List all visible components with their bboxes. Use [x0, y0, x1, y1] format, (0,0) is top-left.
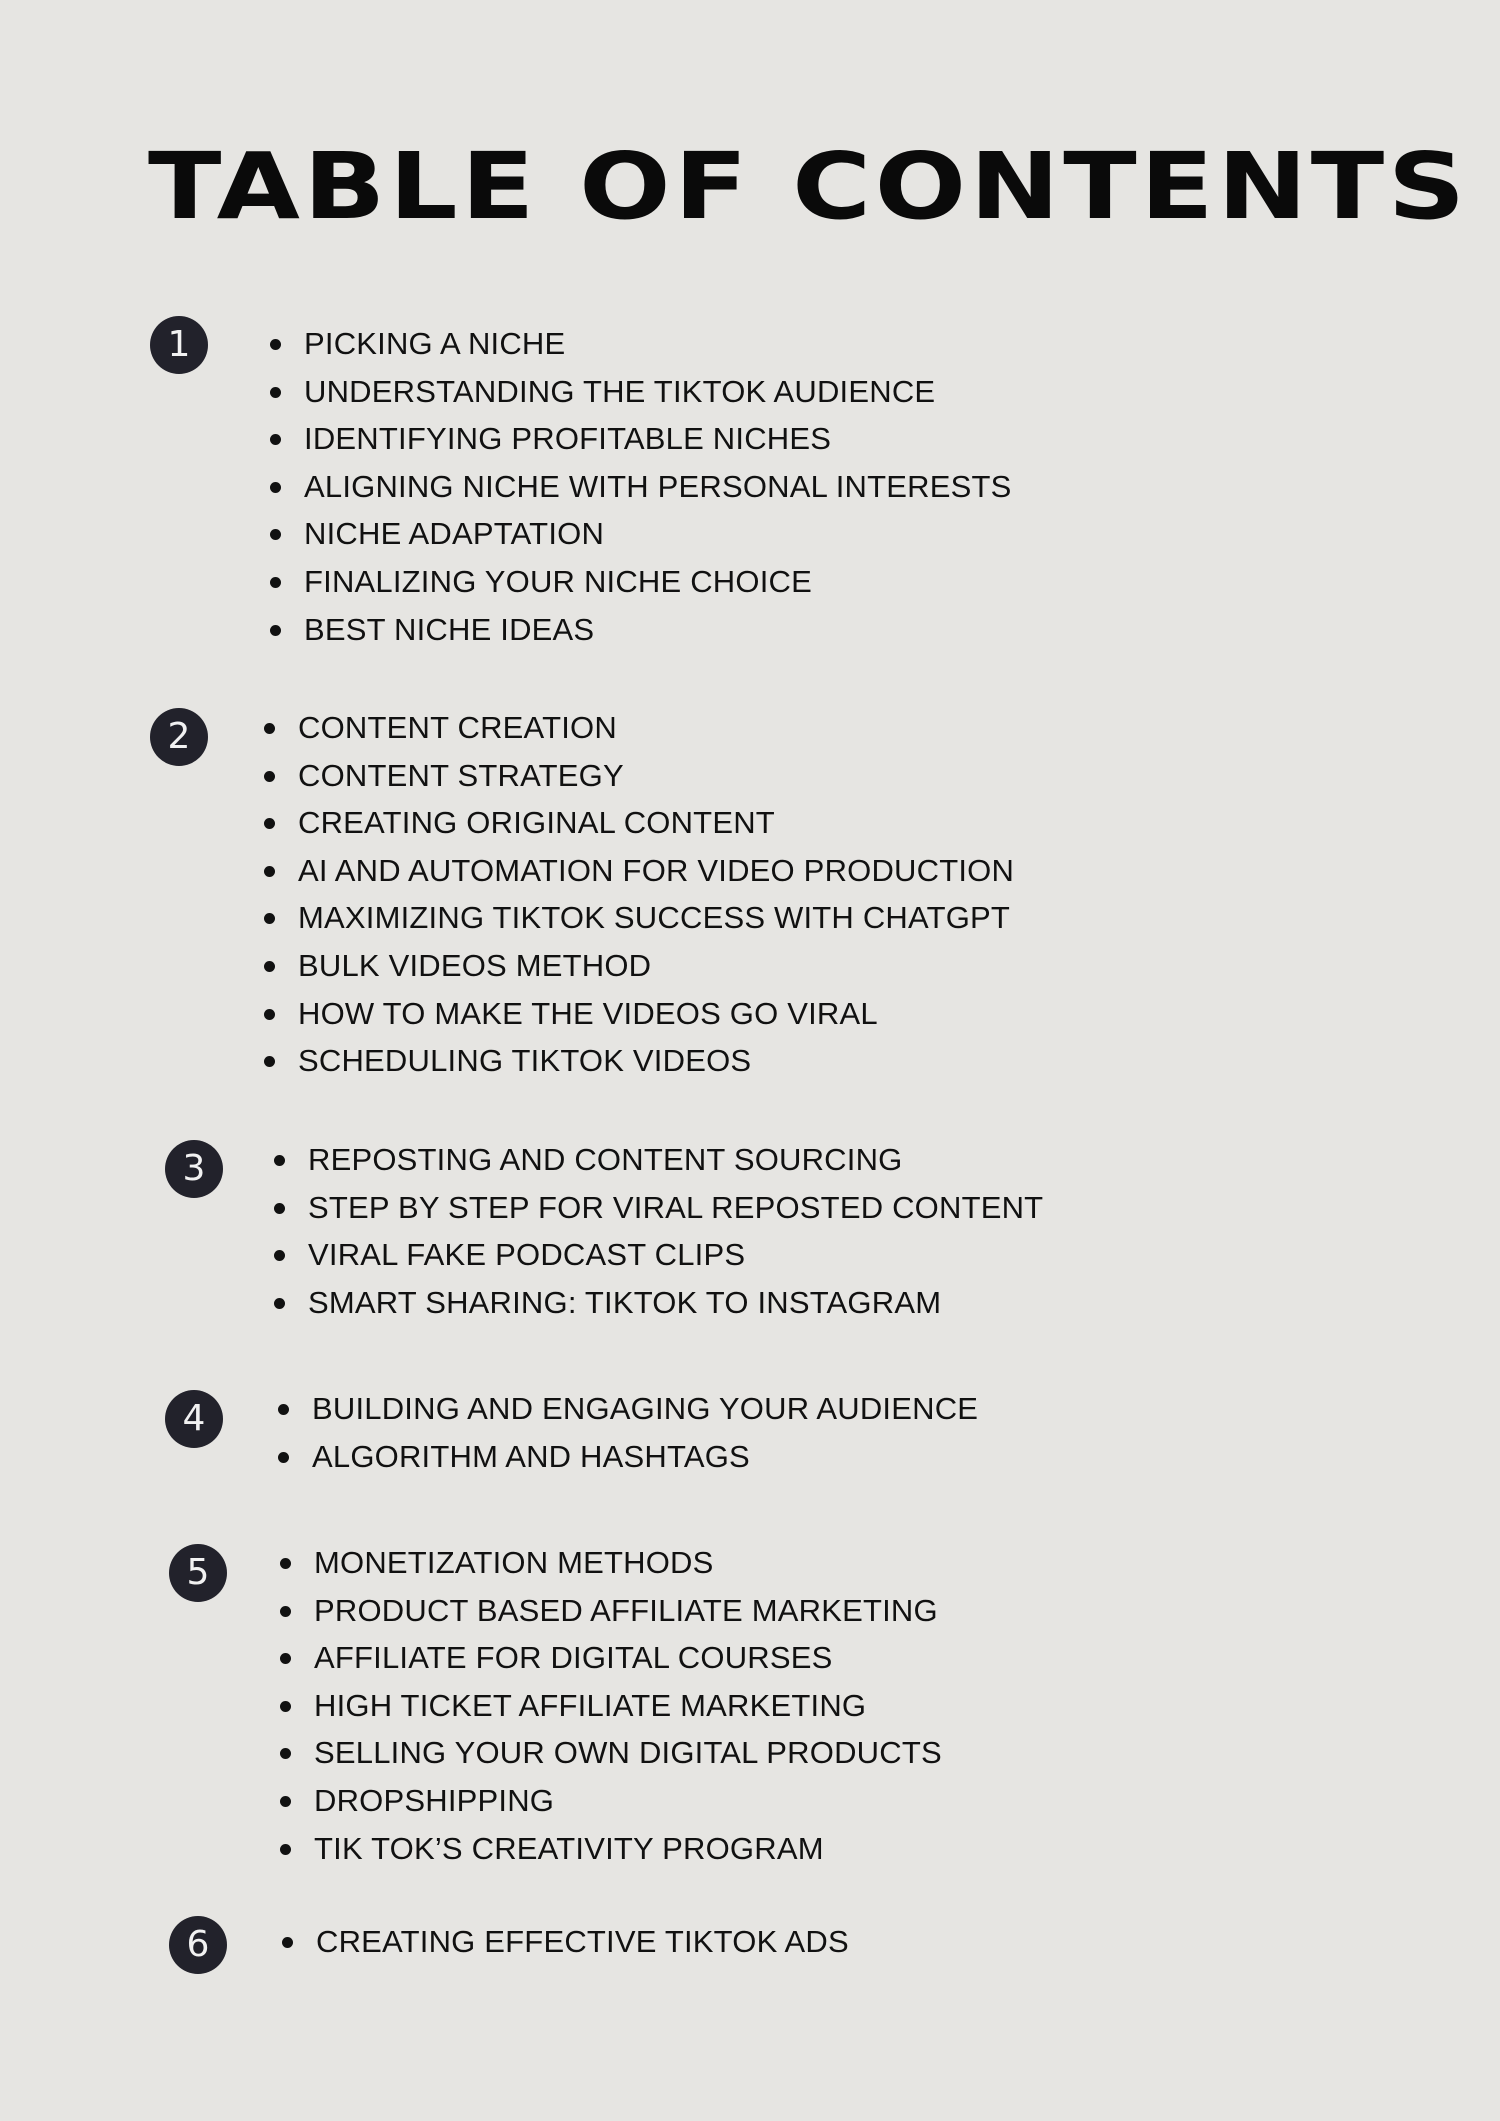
bullet-icon	[280, 1796, 291, 1807]
bullet-icon	[280, 1748, 291, 1759]
list-item-label: STEP BY STEP FOR VIRAL REPOSTED CONTENT	[308, 1189, 1044, 1225]
list-item-label: VIRAL FAKE PODCAST CLIPS	[308, 1237, 746, 1273]
list-item-label: BUILDING AND ENGAGING YOUR AUDIENCE	[312, 1391, 979, 1426]
bullet-icon	[274, 1155, 285, 1166]
list-item-label: DROPSHIPPING	[314, 1782, 555, 1818]
list-item	[278, 1729, 942, 1777]
list-item	[268, 463, 1012, 511]
list-item	[262, 847, 1014, 895]
bullet-icon	[278, 1404, 289, 1415]
list-item	[262, 704, 1014, 752]
bullet-icon	[274, 1203, 285, 1214]
section-item-list	[278, 1539, 942, 1872]
list-item	[278, 1825, 942, 1873]
section-item-list	[276, 1385, 978, 1480]
list-item-label: FINALIZING YOUR NICHE CHOICE	[304, 563, 812, 599]
list-item-label: TIK TOK’S CREATIVITY PROGRAM	[314, 1830, 824, 1866]
list-item	[262, 799, 1014, 847]
bullet-icon	[270, 387, 281, 398]
list-item-label: BEST NICHE IDEAS	[304, 611, 595, 647]
bullet-icon	[264, 1009, 275, 1020]
bullet-icon	[278, 1452, 289, 1463]
bullet-icon	[280, 1844, 291, 1855]
list-item	[268, 415, 1012, 463]
list-item-label: UNDERSTANDING THE TIKTOK AUDIENCE	[304, 373, 936, 409]
list-item-label: CONTENT STRATEGY	[298, 757, 624, 793]
bullet-icon	[264, 866, 275, 877]
list-item	[280, 1918, 849, 1966]
bullet-icon	[280, 1653, 291, 1664]
list-item	[278, 1682, 942, 1730]
list-item-label: IDENTIFYING PROFITABLE NICHES	[304, 421, 832, 457]
section-number-badge: 3	[165, 1140, 223, 1198]
list-item-label: HIGH TICKET AFFILIATE MARKETING	[314, 1687, 867, 1723]
list-item	[262, 942, 1014, 990]
list-item-label: ALIGNING NICHE WITH PERSONAL INTERESTS	[304, 468, 1012, 504]
list-item	[262, 1037, 1014, 1085]
bullet-icon	[270, 339, 281, 350]
list-item	[272, 1136, 1043, 1184]
bullet-icon	[274, 1250, 285, 1261]
list-item-label: SMART SHARING: TIKTOK TO INSTAGRAM	[308, 1284, 942, 1320]
list-item	[278, 1634, 942, 1682]
list-item	[272, 1231, 1043, 1279]
bullet-icon	[270, 577, 281, 588]
list-item	[272, 1184, 1043, 1232]
list-item-label: CONTENT CREATION	[298, 710, 617, 745]
bullet-icon	[270, 434, 281, 445]
bullet-icon	[264, 913, 275, 924]
bullet-icon	[282, 1937, 293, 1948]
bullet-icon	[264, 961, 275, 972]
list-item-label: NICHE ADAPTATION	[304, 516, 605, 552]
list-item-label: PRODUCT BASED AFFILIATE MARKETING	[314, 1592, 938, 1628]
list-item-label: REPOSTING AND CONTENT SOURCING	[308, 1142, 903, 1177]
bullet-icon	[280, 1558, 291, 1569]
list-item	[262, 894, 1014, 942]
list-item-label: AI AND AUTOMATION FOR VIDEO PRODUCTION	[298, 852, 1015, 888]
list-item-label: MONETIZATION METHODS	[314, 1545, 714, 1580]
section-number-badge: 2	[150, 708, 208, 766]
bullet-icon	[264, 818, 275, 829]
list-item	[268, 510, 1012, 558]
list-item	[278, 1587, 942, 1635]
list-item	[278, 1539, 942, 1587]
bullet-icon	[280, 1606, 291, 1617]
list-item-label: SCHEDULING TIKTOK VIDEOS	[298, 1043, 752, 1079]
list-item-label: BULK VIDEOS METHOD	[298, 947, 652, 983]
list-item-label: HOW TO MAKE THE VIDEOS GO VIRAL	[298, 995, 878, 1031]
bullet-icon	[274, 1298, 285, 1309]
section-number-badge: 4	[165, 1390, 223, 1448]
bullet-icon	[264, 723, 275, 734]
list-item-label: AFFILIATE FOR DIGITAL COURSES	[314, 1640, 833, 1676]
list-item	[268, 368, 1012, 416]
bullet-icon	[264, 1056, 275, 1067]
section-item-list	[272, 1136, 1043, 1326]
list-item-label: ALGORITHM AND HASHTAGS	[312, 1438, 750, 1474]
list-item	[276, 1433, 978, 1481]
list-item-label: CREATING ORIGINAL CONTENT	[298, 805, 775, 841]
page-title: TABLE OF CONTENTS	[148, 133, 1469, 240]
list-item	[262, 752, 1014, 800]
section-item-list	[268, 320, 1012, 653]
list-item-label: CREATING EFFECTIVE TIKTOK ADS	[316, 1924, 849, 1959]
list-item	[278, 1777, 942, 1825]
list-item-label: MAXIMIZING TIKTOK SUCCESS WITH CHATGPT	[298, 900, 1011, 936]
bullet-icon	[264, 771, 275, 782]
bullet-icon	[270, 625, 281, 636]
list-item	[276, 1385, 978, 1433]
section-number-badge: 6	[169, 1916, 227, 1974]
section-number-badge: 5	[169, 1544, 227, 1602]
list-item	[262, 990, 1014, 1038]
bullet-icon	[280, 1701, 291, 1712]
list-item	[272, 1279, 1043, 1327]
section-item-list	[280, 1918, 849, 1966]
list-item	[268, 606, 1012, 654]
section-number-badge: 1	[150, 316, 208, 374]
list-item-label: PICKING A NICHE	[304, 326, 566, 361]
bullet-icon	[270, 529, 281, 540]
list-item	[268, 558, 1012, 606]
list-item	[268, 320, 1012, 368]
bullet-icon	[270, 482, 281, 493]
list-item-label: SELLING YOUR OWN DIGITAL PRODUCTS	[314, 1735, 942, 1771]
section-item-list	[262, 704, 1014, 1085]
